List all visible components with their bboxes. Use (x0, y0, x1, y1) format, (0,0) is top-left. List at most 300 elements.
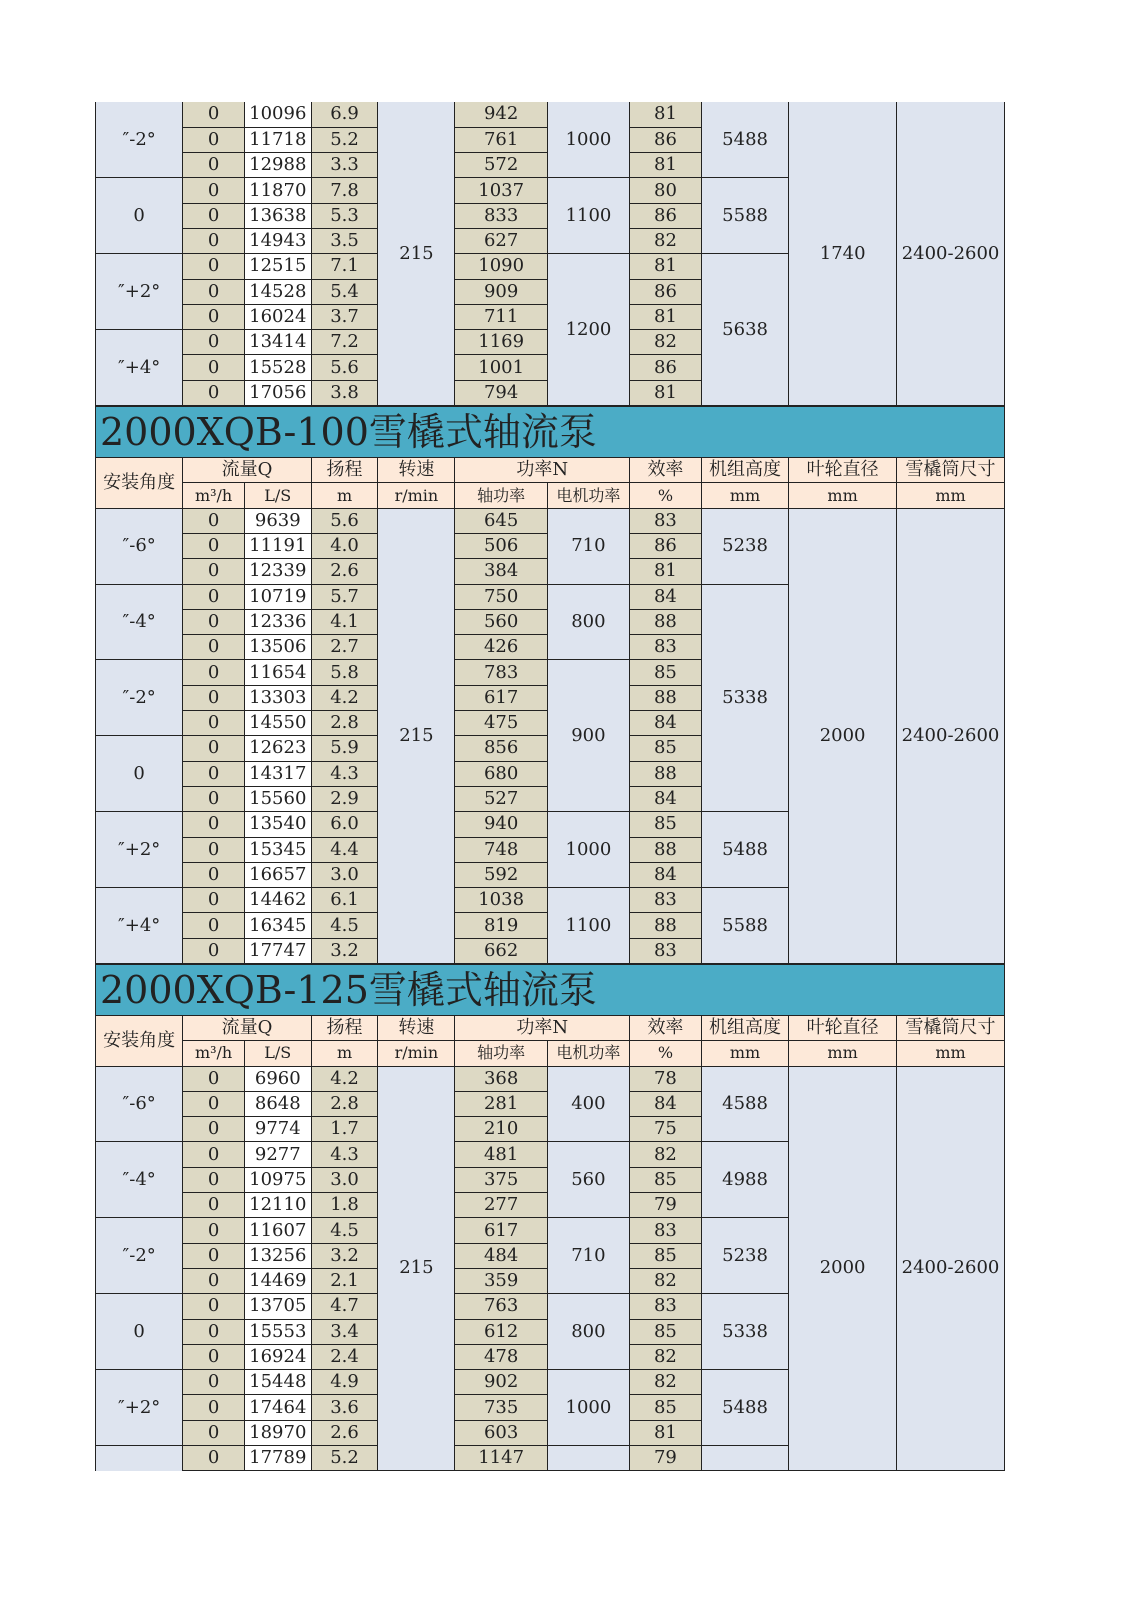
m3h-cell: 0 (183, 304, 245, 329)
ls-cell: 8648 (244, 1091, 311, 1116)
ls-cell: 14469 (244, 1268, 311, 1293)
power-header: 功率N (455, 1016, 630, 1041)
shaft-power-cell: 1169 (455, 330, 547, 355)
ls-cell: 13303 (244, 685, 311, 710)
m3h-cell: 0 (183, 254, 245, 279)
head-header: 扬程 (311, 1016, 378, 1041)
angle-cell: ″+2° (96, 1370, 183, 1446)
ls-cell: 12988 (244, 153, 311, 178)
shaft-power-cell: 645 (455, 508, 547, 533)
ls-cell: 16924 (244, 1344, 311, 1369)
head-cell: 3.2 (311, 938, 378, 963)
shaft-power-cell: 856 (455, 736, 547, 761)
head-cell: 1.8 (311, 1193, 378, 1218)
angle-cell: ″-2° (96, 1218, 183, 1294)
unit-header-u_mm3: mm (897, 483, 1005, 508)
angle-cell: ″+4° (96, 888, 183, 964)
head-cell: 1.7 (311, 1117, 378, 1142)
unit-header-motor: 电机功率 (547, 483, 629, 508)
efficiency-cell: 84 (630, 786, 702, 811)
shaft-power-cell: 750 (455, 584, 547, 609)
efficiency-cell: 75 (630, 1117, 702, 1142)
efficiency-cell: 86 (630, 279, 702, 304)
top-section-table (95, 102, 1005, 406)
ls-cell: 16657 (244, 862, 311, 887)
head-cell: 7.2 (311, 330, 378, 355)
unit-height-cell: 5238 (701, 508, 788, 584)
head-cell: 4.5 (311, 1218, 378, 1243)
head-cell: 3.4 (311, 1319, 378, 1344)
efficiency-cell: 85 (630, 1395, 702, 1420)
efficiency-cell: 81 (630, 153, 702, 178)
unit-header-u_pct: % (630, 1041, 702, 1066)
shaft-power-cell: 384 (455, 559, 547, 584)
m3h-cell: 0 (183, 1294, 245, 1319)
ls-cell: 12336 (244, 609, 311, 634)
efficiency-cell: 81 (630, 1420, 702, 1445)
ls-cell: 17789 (244, 1446, 311, 1471)
height-header: 机组高度 (701, 458, 788, 483)
barrel-header: 雪橇筒尺寸 (897, 458, 1005, 483)
shaft-power-cell: 368 (455, 1066, 547, 1091)
ls-cell: 13638 (244, 203, 311, 228)
impeller-cell: 2000 (789, 508, 897, 963)
ls-cell: 11191 (244, 533, 311, 558)
unit-header-u_pct: % (630, 483, 702, 508)
ls-cell: 17464 (244, 1395, 311, 1420)
m3h-cell: 0 (183, 1193, 245, 1218)
m3h-cell: 0 (183, 355, 245, 380)
unit-header-u_m3h: m³/h (183, 483, 245, 508)
ls-cell: 17056 (244, 380, 311, 405)
head-cell: 5.4 (311, 279, 378, 304)
head-cell: 2.6 (311, 1420, 378, 1445)
unit-height-cell: 5638 (701, 254, 788, 406)
head-cell: 3.0 (311, 862, 378, 887)
head-cell: 4.2 (311, 685, 378, 710)
eff-header: 效率 (630, 1016, 702, 1041)
speed-header: 转速 (378, 1016, 455, 1041)
efficiency-cell: 84 (630, 862, 702, 887)
unit-height-cell: 4588 (701, 1066, 788, 1142)
ls-cell: 6960 (244, 1066, 311, 1091)
shaft-power-cell: 617 (455, 1218, 547, 1243)
m3h-cell: 0 (183, 761, 245, 786)
shaft-power-cell: 1001 (455, 355, 547, 380)
efficiency-cell: 82 (630, 1268, 702, 1293)
efficiency-cell: 86 (630, 533, 702, 558)
flow-header: 流量Q (183, 1016, 311, 1041)
head-cell: 5.6 (311, 508, 378, 533)
shaft-power-cell: 527 (455, 786, 547, 811)
m3h-cell: 0 (183, 508, 245, 533)
shaft-power-cell: 902 (455, 1370, 547, 1395)
unit-height-cell: 5488 (701, 812, 788, 888)
efficiency-cell: 82 (630, 1344, 702, 1369)
m3h-cell: 0 (183, 1091, 245, 1116)
efficiency-cell: 88 (630, 761, 702, 786)
ls-cell: 11870 (244, 178, 311, 203)
head-cell: 3.7 (311, 304, 378, 329)
unit-height-cell: 5488 (701, 1370, 788, 1446)
speed-cell: 215 (378, 1066, 455, 1471)
m3h-cell: 0 (183, 1344, 245, 1369)
head-cell: 3.5 (311, 228, 378, 253)
unit-header-u_mm2: mm (789, 1041, 897, 1066)
head-cell: 3.8 (311, 380, 378, 405)
angle-cell: ″-4° (96, 1142, 183, 1218)
shaft-power-cell: 281 (455, 1091, 547, 1116)
m3h-cell: 0 (183, 102, 245, 127)
ls-cell: 12110 (244, 1193, 311, 1218)
shaft-power-cell: 711 (455, 304, 547, 329)
m3h-cell: 0 (183, 913, 245, 938)
ls-cell: 17747 (244, 938, 311, 963)
motor-power-cell: 1100 (547, 888, 629, 964)
shaft-power-cell: 506 (455, 533, 547, 558)
efficiency-cell: 79 (630, 1193, 702, 1218)
m3h-cell: 0 (183, 1446, 245, 1471)
unit-header-u_m: m (311, 1041, 378, 1066)
shaft-power-cell: 783 (455, 660, 547, 685)
ls-cell: 9277 (244, 1142, 311, 1167)
shaft-power-cell: 612 (455, 1319, 547, 1344)
ls-cell: 15448 (244, 1370, 311, 1395)
unit-header-u_rpm: r/min (378, 1041, 455, 1066)
shaft-power-cell: 560 (455, 609, 547, 634)
ls-cell: 11718 (244, 127, 311, 152)
m3h-cell: 0 (183, 786, 245, 811)
efficiency-cell: 88 (630, 913, 702, 938)
unit-header-motor: 电机功率 (547, 1041, 629, 1066)
efficiency-cell: 86 (630, 355, 702, 380)
ls-cell: 14462 (244, 888, 311, 913)
efficiency-cell: 85 (630, 736, 702, 761)
section-title: 2000XQB-125雪橇式轴流泵 (96, 965, 1005, 1016)
m3h-cell: 0 (183, 1370, 245, 1395)
efficiency-cell: 88 (630, 609, 702, 634)
m3h-cell: 0 (183, 685, 245, 710)
head-cell: 5.7 (311, 584, 378, 609)
head-cell: 4.3 (311, 1142, 378, 1167)
ls-cell: 13540 (244, 812, 311, 837)
efficiency-cell: 83 (630, 888, 702, 913)
angle-cell: ″+2° (96, 254, 183, 330)
section2-table (95, 406, 1005, 964)
angle-cell: ″+2° (96, 812, 183, 888)
ls-cell: 11654 (244, 660, 311, 685)
efficiency-cell: 85 (630, 1167, 702, 1192)
m3h-cell: 0 (183, 635, 245, 660)
m3h-cell: 0 (183, 1243, 245, 1268)
efficiency-cell: 84 (630, 584, 702, 609)
ls-cell: 13414 (244, 330, 311, 355)
head-cell: 7.8 (311, 178, 378, 203)
efficiency-cell: 85 (630, 1319, 702, 1344)
m3h-cell: 0 (183, 559, 245, 584)
barrel-cell: 2400-2600 (897, 1066, 1005, 1471)
angle-cell: 0 (96, 1294, 183, 1370)
angle-cell: 0 (96, 178, 183, 254)
head-cell: 4.7 (311, 1294, 378, 1319)
angle-cell (96, 1446, 183, 1471)
shaft-power-cell: 475 (455, 711, 547, 736)
shaft-power-cell: 478 (455, 1344, 547, 1369)
angle-cell: ″-6° (96, 1066, 183, 1142)
ls-cell: 9774 (244, 1117, 311, 1142)
ls-cell: 15528 (244, 355, 311, 380)
barrel-header: 雪橇筒尺寸 (897, 1016, 1005, 1041)
m3h-cell: 0 (183, 1218, 245, 1243)
m3h-cell: 0 (183, 203, 245, 228)
m3h-cell: 0 (183, 862, 245, 887)
shaft-power-cell: 375 (455, 1167, 547, 1192)
unit-height-cell: 5238 (701, 1218, 788, 1294)
efficiency-cell: 83 (630, 1294, 702, 1319)
ls-cell: 14317 (244, 761, 311, 786)
ls-cell: 10719 (244, 584, 311, 609)
unit-header-u_mm1: mm (701, 483, 788, 508)
motor-power-cell (547, 1446, 629, 1471)
efficiency-cell: 83 (630, 1218, 702, 1243)
shaft-power-cell: 592 (455, 862, 547, 887)
unit-header-shaft: 轴功率 (455, 483, 547, 508)
ls-cell: 13705 (244, 1294, 311, 1319)
head-cell: 4.3 (311, 761, 378, 786)
unit-height-cell: 4988 (701, 1142, 788, 1218)
motor-power-cell: 710 (547, 508, 629, 584)
head-cell: 4.1 (311, 609, 378, 634)
shaft-power-cell: 627 (455, 228, 547, 253)
ls-cell: 12339 (244, 559, 311, 584)
pump-spec-sheet (95, 102, 1005, 1471)
efficiency-cell: 85 (630, 660, 702, 685)
ls-cell: 12623 (244, 736, 311, 761)
m3h-cell: 0 (183, 711, 245, 736)
m3h-cell: 0 (183, 660, 245, 685)
shaft-power-cell: 277 (455, 1193, 547, 1218)
m3h-cell: 0 (183, 1066, 245, 1091)
shaft-power-cell: 426 (455, 635, 547, 660)
ls-cell: 16345 (244, 913, 311, 938)
m3h-cell: 0 (183, 178, 245, 203)
efficiency-cell: 86 (630, 203, 702, 228)
efficiency-cell: 88 (630, 837, 702, 862)
head-cell: 5.3 (311, 203, 378, 228)
shaft-power-cell: 359 (455, 1268, 547, 1293)
m3h-cell: 0 (183, 533, 245, 558)
head-cell: 7.1 (311, 254, 378, 279)
ls-cell: 12515 (244, 254, 311, 279)
shaft-power-cell: 819 (455, 913, 547, 938)
m3h-cell: 0 (183, 153, 245, 178)
head-cell: 5.2 (311, 127, 378, 152)
unit-header-u_rpm: r/min (378, 483, 455, 508)
motor-power-cell: 1000 (547, 102, 629, 178)
shaft-power-cell: 940 (455, 812, 547, 837)
m3h-cell: 0 (183, 1395, 245, 1420)
shaft-power-cell: 1037 (455, 178, 547, 203)
speed-header: 转速 (378, 458, 455, 483)
motor-power-cell: 710 (547, 1218, 629, 1294)
motor-power-cell: 1200 (547, 254, 629, 406)
head-cell: 3.3 (311, 153, 378, 178)
m3h-cell: 0 (183, 609, 245, 634)
head-cell: 2.8 (311, 1091, 378, 1116)
m3h-cell: 0 (183, 888, 245, 913)
head-cell: 2.1 (311, 1268, 378, 1293)
shaft-power-cell: 603 (455, 1420, 547, 1445)
unit-height-cell: 5488 (701, 102, 788, 178)
barrel-cell: 2400-2600 (897, 102, 1005, 406)
angle-header: 安装角度 (96, 458, 183, 509)
shaft-power-cell: 909 (455, 279, 547, 304)
head-cell: 6.1 (311, 888, 378, 913)
m3h-cell: 0 (183, 1268, 245, 1293)
unit-height-cell: 5588 (701, 178, 788, 254)
unit-header-u_mm1: mm (701, 1041, 788, 1066)
impeller-cell: 2000 (789, 1066, 897, 1471)
unit-header-u_ls: L/S (244, 1041, 311, 1066)
efficiency-cell: 79 (630, 1446, 702, 1471)
m3h-cell: 0 (183, 736, 245, 761)
impeller-cell: 1740 (789, 102, 897, 406)
angle-cell: ″-2° (96, 660, 183, 736)
efficiency-cell: 82 (630, 1370, 702, 1395)
ls-cell: 10096 (244, 102, 311, 127)
unit-header-u_m: m (311, 483, 378, 508)
m3h-cell: 0 (183, 228, 245, 253)
ls-cell: 10975 (244, 1167, 311, 1192)
angle-cell: ″-6° (96, 508, 183, 584)
efficiency-cell: 81 (630, 304, 702, 329)
ls-cell: 15345 (244, 837, 311, 862)
height-header: 机组高度 (701, 1016, 788, 1041)
head-cell: 3.6 (311, 1395, 378, 1420)
head-cell: 4.9 (311, 1370, 378, 1395)
ls-cell: 15553 (244, 1319, 311, 1344)
head-cell: 6.9 (311, 102, 378, 127)
m3h-cell: 0 (183, 279, 245, 304)
shaft-power-cell: 748 (455, 837, 547, 862)
head-cell: 2.8 (311, 711, 378, 736)
shaft-power-cell: 1147 (455, 1446, 547, 1471)
m3h-cell: 0 (183, 1117, 245, 1142)
ls-cell: 11607 (244, 1218, 311, 1243)
efficiency-cell: 83 (630, 508, 702, 533)
head-cell: 4.2 (311, 1066, 378, 1091)
head-cell: 6.0 (311, 812, 378, 837)
motor-power-cell: 560 (547, 1142, 629, 1218)
unit-height-cell: 5338 (701, 584, 788, 812)
head-cell: 4.5 (311, 913, 378, 938)
efficiency-cell: 86 (630, 127, 702, 152)
head-cell: 3.2 (311, 1243, 378, 1268)
m3h-cell: 0 (183, 837, 245, 862)
unit-header-u_m3h: m³/h (183, 1041, 245, 1066)
efficiency-cell: 83 (630, 938, 702, 963)
head-cell: 2.4 (311, 1344, 378, 1369)
unit-header-shaft: 轴功率 (455, 1041, 547, 1066)
impeller-header: 叶轮直径 (789, 1016, 897, 1041)
motor-power-cell: 800 (547, 584, 629, 660)
section3-table (95, 964, 1005, 1471)
m3h-cell: 0 (183, 380, 245, 405)
unit-header-u_mm3: mm (897, 1041, 1005, 1066)
power-header: 功率N (455, 458, 630, 483)
efficiency-cell: 88 (630, 685, 702, 710)
m3h-cell: 0 (183, 584, 245, 609)
impeller-header: 叶轮直径 (789, 458, 897, 483)
head-cell: 2.7 (311, 635, 378, 660)
ls-cell: 14550 (244, 711, 311, 736)
efficiency-cell: 85 (630, 812, 702, 837)
shaft-power-cell: 617 (455, 685, 547, 710)
ls-cell: 14943 (244, 228, 311, 253)
m3h-cell: 0 (183, 330, 245, 355)
shaft-power-cell: 572 (455, 153, 547, 178)
angle-cell: ″+4° (96, 330, 183, 406)
unit-header-u_mm2: mm (789, 483, 897, 508)
unit-height-cell: 5338 (701, 1294, 788, 1370)
shaft-power-cell: 484 (455, 1243, 547, 1268)
efficiency-cell: 78 (630, 1066, 702, 1091)
efficiency-cell: 81 (630, 102, 702, 127)
section-title: 2000XQB-100雪橇式轴流泵 (96, 407, 1005, 458)
shaft-power-cell: 1090 (455, 254, 547, 279)
efficiency-cell: 81 (630, 380, 702, 405)
shaft-power-cell: 942 (455, 102, 547, 127)
m3h-cell: 0 (183, 812, 245, 837)
head-cell: 3.0 (311, 1167, 378, 1192)
shaft-power-cell: 794 (455, 380, 547, 405)
motor-power-cell: 400 (547, 1066, 629, 1142)
head-cell: 5.2 (311, 1446, 378, 1471)
angle-cell: ″-4° (96, 584, 183, 660)
head-header: 扬程 (311, 458, 378, 483)
head-cell: 5.8 (311, 660, 378, 685)
efficiency-cell: 84 (630, 711, 702, 736)
eff-header: 效率 (630, 458, 702, 483)
m3h-cell: 0 (183, 1167, 245, 1192)
angle-header: 安装角度 (96, 1016, 183, 1067)
m3h-cell: 0 (183, 1420, 245, 1445)
head-cell: 4.0 (311, 533, 378, 558)
head-cell: 5.6 (311, 355, 378, 380)
ls-cell: 18970 (244, 1420, 311, 1445)
ls-cell: 13256 (244, 1243, 311, 1268)
efficiency-cell: 82 (630, 1142, 702, 1167)
m3h-cell: 0 (183, 1142, 245, 1167)
motor-power-cell: 800 (547, 1294, 629, 1370)
shaft-power-cell: 481 (455, 1142, 547, 1167)
angle-cell: 0 (96, 736, 183, 812)
motor-power-cell: 1000 (547, 812, 629, 888)
shaft-power-cell: 735 (455, 1395, 547, 1420)
head-cell: 2.6 (311, 559, 378, 584)
motor-power-cell: 1100 (547, 178, 629, 254)
motor-power-cell: 1000 (547, 1370, 629, 1446)
efficiency-cell: 84 (630, 1091, 702, 1116)
ls-cell: 15560 (244, 786, 311, 811)
m3h-cell: 0 (183, 1319, 245, 1344)
shaft-power-cell: 210 (455, 1117, 547, 1142)
unit-header-u_ls: L/S (244, 483, 311, 508)
ls-cell: 13506 (244, 635, 311, 660)
head-cell: 5.9 (311, 736, 378, 761)
efficiency-cell: 81 (630, 254, 702, 279)
shaft-power-cell: 1038 (455, 888, 547, 913)
